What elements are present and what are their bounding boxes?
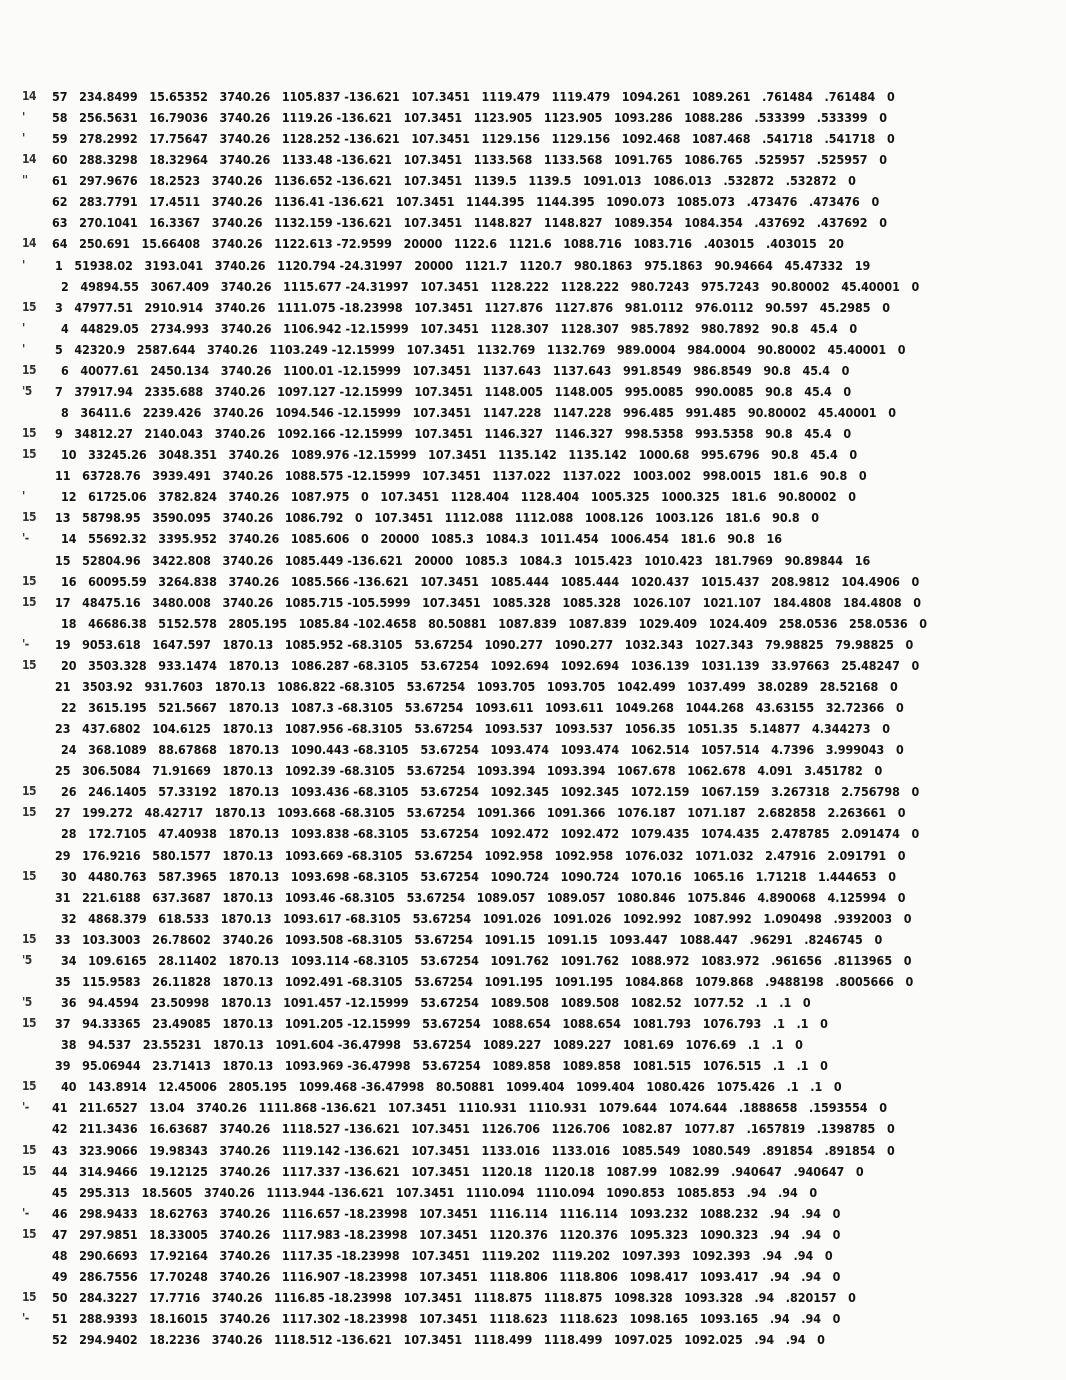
row-values: 40 143.8914 12.45006 2805.195 1099.468 -36.47998 80.50881 1099.404 1099.404 1080.426 1075.426 .1 .1 0	[61, 1079, 842, 1095]
row-values: 61 297.9676 18.2523 3740.26 1136.652 -136.621 107.3451 1139.5 1139.5 1091.013 1086.013 .532872 .532872 0	[52, 173, 856, 189]
row-values: 27 199.272 48.42717 1870.13 1093.668 -68.3105 53.67254 1091.366 1091.366 1076.187 1071.187 2.682858 2.263661 0	[55, 805, 906, 821]
row-values: 33 103.3003 26.78602 3740.26 1093.508 -68.3105 53.67254 1091.15 1091.15 1093.447 1088.447 .96291 .8246745 0	[55, 931, 883, 947]
data-row	[0, 866, 1066, 887]
row-values: 4 44829.05 2734.993 3740.26 1106.942 -12.15999 107.3451 1128.307 1128.307 985.7892 980.7892 90.8 45.4 0	[61, 320, 858, 336]
data-row	[0, 233, 1066, 254]
row-values: 30 4480.763 587.3965 1870.13 1093.698 -68.3105 53.67254 1090.724 1090.724 1070.16 1065.16 1.71218 1.444653 0	[61, 868, 896, 884]
margin-mark: 15	[22, 426, 37, 441]
data-row	[0, 360, 1066, 381]
margin-mark: 15	[22, 931, 37, 946]
data-row	[0, 950, 1066, 971]
data-row	[0, 423, 1066, 444]
row-values: 45 295.313 18.5605 3740.26 1113.944 -136.621 107.3451 1110.094 1110.094 1090.853 1085.853 .94 .94 0	[52, 1184, 818, 1200]
row-values: 58 256.5631 16.79036 3740.26 1119.26 -136.621 107.3451 1123.905 1123.905 1093.286 1088.286 .533399 .533399 0	[52, 110, 887, 126]
margin-mark: '5	[22, 952, 32, 967]
row-values: 13 58798.95 3590.095 3740.26 1086.792 0 107.3451 1112.088 1112.088 1008.126 1003.126 181.6 90.8 0	[55, 510, 820, 526]
row-values: 25 306.5084 71.91669 1870.13 1092.39 -68.3105 53.67254 1093.394 1093.394 1067.678 1062.678 4.091 3.451782 0	[55, 763, 883, 779]
data-row	[0, 465, 1066, 486]
row-values: 41 211.6527 13.04 3740.26 1111.868 -136.621 107.3451 1110.931 1110.931 1079.644 1074.644 .1888658 .1593554 0	[52, 1100, 887, 1116]
data-row	[0, 1203, 1066, 1224]
margin-mark: 15	[22, 447, 37, 462]
margin-mark: 15	[22, 1142, 37, 1157]
row-values: 12 61725.06 3782.824 3740.26 1087.975 0 107.3451 1128.404 1128.404 1005.325 1000.325 181.6 90.80002 0	[61, 489, 857, 505]
margin-mark: 15	[22, 805, 37, 820]
margin-mark: 15	[22, 362, 37, 377]
row-values: 17 48475.16 3480.008 3740.26 1085.715 -105.5999 107.3451 1085.328 1085.328 1026.107 1021.107 184.4808 184.4808 0	[55, 594, 921, 610]
row-values: 50 284.3227 17.7716 3740.26 1116.85 -18.23998 107.3451 1118.875 1118.875 1098.328 1093.328 .94 .820157 0	[52, 1289, 856, 1305]
data-row	[0, 297, 1066, 318]
row-values: 19 9053.618 1647.597 1870.13 1085.952 -68.3105 53.67254 1090.277 1090.277 1032.343 1027.343 79.98825 79.98825 0	[55, 636, 914, 652]
data-row	[0, 107, 1066, 128]
data-row	[0, 1013, 1066, 1034]
margin-mark: 15	[22, 1226, 37, 1241]
margin-mark: '	[22, 110, 25, 125]
row-values: 14 55692.32 3395.952 3740.26 1085.606 0 20000 1085.3 1084.3 1011.454 1006.454 181.6 90.8 16	[61, 531, 783, 547]
data-row	[0, 823, 1066, 844]
row-values: 46 298.9433 18.62763 3740.26 1116.657 -18.23998 107.3451 1116.114 1116.114 1093.232 1088.232 .94 .94 0	[52, 1205, 841, 1221]
data-row	[0, 760, 1066, 781]
row-values: 34 109.6165 28.11402 1870.13 1093.114 -68.3105 53.67254 1091.762 1091.762 1088.972 1083.972 .961656 .8113965 0	[61, 952, 912, 968]
data-row	[0, 887, 1066, 908]
row-values: 49 286.7556 17.70248 3740.26 1116.907 -18.23998 107.3451 1118.806 1118.806 1098.417 1093.417 .94 .94 0	[52, 1268, 841, 1284]
row-values: 64 250.691 15.66408 3740.26 1122.613 -72.9599 20000 1122.6 1121.6 1088.716 1083.716 .403015 .403015 20	[52, 236, 844, 252]
row-values: 39 95.06944 23.71413 1870.13 1093.969 -36.47998 53.67254 1089.858 1089.858 1081.515 1076.515 .1 .1 0	[55, 1058, 828, 1074]
data-row	[0, 718, 1066, 739]
margin-mark: 15	[22, 299, 37, 314]
margin-mark: 15	[22, 1289, 37, 1304]
data-row	[0, 971, 1066, 992]
data-row	[0, 739, 1066, 760]
data-row	[0, 1034, 1066, 1055]
row-values: 9 34812.27 2140.043 3740.26 1092.166 -12.15999 107.3451 1146.327 1146.327 998.5358 993.5358 90.8 45.4 0	[55, 426, 852, 442]
data-row	[0, 276, 1066, 297]
row-values: 36 94.4594 23.50998 1870.13 1091.457 -12.15999 53.67254 1089.508 1089.508 1082.52 1077.52 .1 .1 0	[61, 995, 811, 1010]
row-values: 23 437.6802 104.6125 1870.13 1087.956 -68.3105 53.67254 1093.537 1093.537 1056.35 1051.35 5.14877 4.344273 0	[55, 721, 890, 737]
row-values: 48 290.6693 17.92164 3740.26 1117.35 -18.23998 107.3451 1119.202 1119.202 1097.393 1092.393 .94 .94 0	[52, 1247, 833, 1263]
data-row	[0, 507, 1066, 528]
margin-mark: 15	[22, 594, 37, 609]
row-values: 3 47977.51 2910.914 3740.26 1111.075 -18.23998 107.3451 1127.876 1127.876 981.0112 976.0112 90.597 45.2985 0	[55, 299, 890, 315]
margin-mark: 15	[22, 784, 37, 799]
row-values: 60 288.3298 18.32964 3740.26 1133.48 -136.621 107.3451 1133.568 1133.568 1091.765 1086.765 .525957 .525957 0	[52, 152, 887, 168]
row-values: 35 115.9583 26.11828 1870.13 1092.491 -68.3105 53.67254 1091.195 1091.195 1084.868 1079.868 .9488198 .8005666 0	[55, 973, 914, 989]
margin-mark: '5	[22, 383, 32, 398]
data-row	[0, 571, 1066, 592]
data-row	[0, 1245, 1066, 1266]
data-row	[0, 613, 1066, 634]
data-row	[0, 486, 1066, 507]
data-row	[0, 1118, 1066, 1139]
row-values: 21 3503.92 931.7603 1870.13 1086.822 -68.3105 53.67254 1093.705 1093.705 1042.499 1037.499 38.0289 28.52168 0	[55, 678, 898, 694]
row-values: 29 176.9216 580.1577 1870.13 1093.669 -68.3105 53.67254 1092.958 1092.958 1076.032 1071.032 2.47916 2.091791 0	[55, 847, 906, 863]
data-row	[0, 992, 1066, 1013]
data-row	[0, 1266, 1066, 1287]
data-row	[0, 845, 1066, 866]
row-values: 44 314.9466 19.12125 3740.26 1117.337 -136.621 107.3451 1120.18 1120.18 1087.99 1082.99 .940647 .940647 0	[52, 1163, 864, 1179]
row-values: 26 246.1405 57.33192 1870.13 1093.436 -68.3105 53.67254 1092.345 1092.345 1072.159 1067.159 3.267318 2.756798 0	[61, 784, 920, 800]
margin-mark: 15	[22, 1016, 37, 1031]
data-row	[0, 128, 1066, 149]
data-row	[0, 149, 1066, 170]
data-row	[0, 1224, 1066, 1245]
row-values: 38 94.537 23.55231 1870.13 1091.604 -36.47998 53.67254 1089.227 1089.227 1081.69 1076.69 .1 .1 0	[61, 1037, 803, 1053]
row-values: 22 3615.195 521.5667 1870.13 1087.3 -68.3105 53.67254 1093.611 1093.611 1049.268 1044.268 43.63155 32.72366 0	[61, 700, 904, 716]
data-row	[0, 1182, 1066, 1203]
margin-mark: 14	[22, 89, 37, 103]
row-values: 63 270.1041 16.3367 3740.26 1132.159 -136.621 107.3451 1148.827 1148.827 1089.354 1084.354 .437692 .437692 0	[52, 215, 887, 231]
data-row	[0, 697, 1066, 718]
margin-mark: 15	[22, 510, 37, 525]
row-values: 43 323.9066 19.98343 3740.26 1119.142 -136.621 107.3451 1133.016 1133.016 1085.549 1080.549 .891854 .891854 0	[52, 1142, 895, 1158]
data-row	[0, 86, 1066, 107]
margin-mark: 15	[22, 573, 37, 588]
data-row	[0, 592, 1066, 613]
data-row	[0, 381, 1066, 402]
row-values: 6 40077.61 2450.134 3740.26 1100.01 -12.15999 107.3451 1137.643 1137.643 991.8549 986.8549 90.8 45.4 0	[61, 362, 850, 378]
data-row	[0, 1055, 1066, 1076]
data-row	[0, 1140, 1066, 1161]
margin-mark: 14	[22, 152, 37, 167]
data-row	[0, 1161, 1066, 1182]
data-row	[0, 908, 1066, 929]
row-values: 20 3503.328 933.1474 1870.13 1086.287 -68.3105 53.67254 1092.694 1092.694 1036.139 1031.139 33.97663 25.48247 0	[61, 657, 920, 673]
row-values: 47 297.9851 18.33005 3740.26 1117.983 -18.23998 107.3451 1120.376 1120.376 1095.323 1090.323 .94 .94 0	[52, 1226, 841, 1242]
margin-mark: 15	[22, 1163, 37, 1178]
margin-mark: '	[22, 131, 25, 146]
row-values: 42 211.3436 16.63687 3740.26 1118.527 -136.621 107.3451 1126.706 1126.706 1082.87 1077.87 .1657819 .1398785 0	[52, 1121, 895, 1137]
data-row	[0, 255, 1066, 276]
row-values: 18 46686.38 5152.578 2805.195 1085.84 -102.4658 80.50881 1087.839 1087.839 1029.409 1024.409 258.0536 258.0536 0	[61, 615, 927, 631]
data-row	[0, 528, 1066, 549]
data-row	[0, 318, 1066, 339]
row-values: 57 234.8499 15.65352 3740.26 1105.837 -136.621 107.3451 1119.479 1119.479 1094.261 1089.261 .761484 .761484 0	[52, 89, 895, 104]
margin-mark: 15	[22, 868, 37, 883]
data-row	[0, 212, 1066, 233]
row-values: 24 368.1089 88.67868 1870.13 1090.443 -68.3105 53.67254 1093.474 1093.474 1062.514 1057.514 4.7396 3.999043 0	[61, 742, 904, 758]
data-row	[0, 170, 1066, 191]
margin-mark: '	[22, 489, 25, 504]
margin-mark: 15	[22, 1079, 37, 1094]
margin-mark: '5	[22, 995, 32, 1009]
margin-mark: '	[22, 341, 25, 356]
row-values: 37 94.33365 23.49085 1870.13 1091.205 -12.15999 53.67254 1088.654 1088.654 1081.793 1076.793 .1 .1 0	[55, 1016, 828, 1032]
margin-mark: '-	[22, 531, 29, 546]
data-row	[0, 676, 1066, 697]
row-values: 11 63728.76 3939.491 3740.26 1088.575 -12.15999 107.3451 1137.022 1137.022 1003.002 998.0015 181.6 90.8 0	[55, 468, 867, 484]
data-row	[0, 1308, 1066, 1329]
row-values: 1 51938.02 3193.041 3740.26 1120.794 -24.31997 20000 1121.7 1120.7 980.1863 975.1863 90.94664 45.47332 19	[55, 257, 871, 273]
row-values: 52 294.9402 18.2236 3740.26 1118.512 -136.621 107.3451 1118.499 1118.499 1097.025 1092.025 .94 .94 0	[52, 1332, 825, 1348]
row-values: 5 42320.9 2587.644 3740.26 1103.249 -12.15999 107.3451 1132.769 1132.769 989.0004 984.0004 90.80002 45.40001 0	[55, 341, 906, 357]
data-row	[0, 444, 1066, 465]
row-values: 62 283.7791 17.4511 3740.26 1136.41 -136.621 107.3451 1144.395 1144.395 1090.073 1085.073 .473476 .473476 0	[52, 194, 880, 210]
data-row	[0, 1287, 1066, 1308]
margin-mark: 15	[22, 657, 37, 672]
margin-mark: '	[22, 257, 25, 272]
row-values: 16 60095.59 3264.838 3740.26 1085.566 -136.621 107.3451 1085.444 1085.444 1020.437 1015.437 208.9812 104.4906 0	[61, 573, 920, 589]
data-row	[0, 655, 1066, 676]
row-values: 2 49894.55 3067.409 3740.26 1115.677 -24.31997 107.3451 1128.222 1128.222 980.7243 975.7243 90.80002 45.40001 0	[61, 278, 920, 294]
data-row	[0, 634, 1066, 655]
margin-mark: 14	[22, 236, 37, 251]
row-values: 10 33245.26 3048.351 3740.26 1089.976 -12.15999 107.3451 1135.142 1135.142 1000.68 995.6796 90.8 45.4 0	[61, 447, 858, 463]
data-row	[0, 1329, 1066, 1350]
margin-mark: '-	[22, 636, 29, 651]
margin-mark: '-	[22, 1311, 29, 1326]
data-row	[0, 1076, 1066, 1097]
margin-mark: '	[22, 320, 25, 335]
row-values: 59 278.2992 17.75647 3740.26 1128.252 -136.621 107.3451 1129.156 1129.156 1092.468 1087.468 .541718 .541718 0	[52, 131, 895, 147]
data-row	[0, 191, 1066, 212]
margin-mark: '-	[22, 1100, 29, 1115]
row-values: 32 4868.379 618.533 1870.13 1093.617 -68.3105 53.67254 1091.026 1091.026 1092.992 1087.992 1.090498 .9392003 0	[61, 910, 912, 926]
data-row	[0, 339, 1066, 360]
data-row	[0, 402, 1066, 423]
margin-mark: '-	[22, 1205, 29, 1220]
margin-mark: ''	[22, 173, 28, 188]
data-row	[0, 929, 1066, 950]
row-values: 28 172.7105 47.40938 1870.13 1093.838 -68.3105 53.67254 1092.472 1092.472 1079.435 1074.435 2.478785 2.091474 0	[61, 826, 920, 842]
row-values: 7 37917.94 2335.688 3740.26 1097.127 -12.15999 107.3451 1148.005 1148.005 995.0085 990.0085 90.8 45.4 0	[55, 383, 852, 399]
row-values: 31 221.6188 637.3687 1870.13 1093.46 -68.3105 53.67254 1089.057 1089.057 1080.846 1075.846 4.890068 4.125994 0	[55, 889, 906, 905]
data-row	[0, 781, 1066, 802]
data-row	[0, 802, 1066, 823]
row-values: 51 288.9393 18.16015 3740.26 1117.302 -18.23998 107.3451 1118.623 1118.623 1098.165 1093.165 .94 .94 0	[52, 1311, 841, 1327]
data-row	[0, 1097, 1066, 1118]
row-values: 8 36411.6 2239.426 3740.26 1094.546 -12.15999 107.3451 1147.228 1147.228 996.485 991.485 90.80002 45.40001 0	[61, 405, 896, 421]
data-row	[0, 550, 1066, 571]
row-values: 15 52804.96 3422.808 3740.26 1085.449 -136.621 20000 1085.3 1084.3 1015.423 1010.423 181.7969 90.89844 16	[55, 552, 871, 568]
